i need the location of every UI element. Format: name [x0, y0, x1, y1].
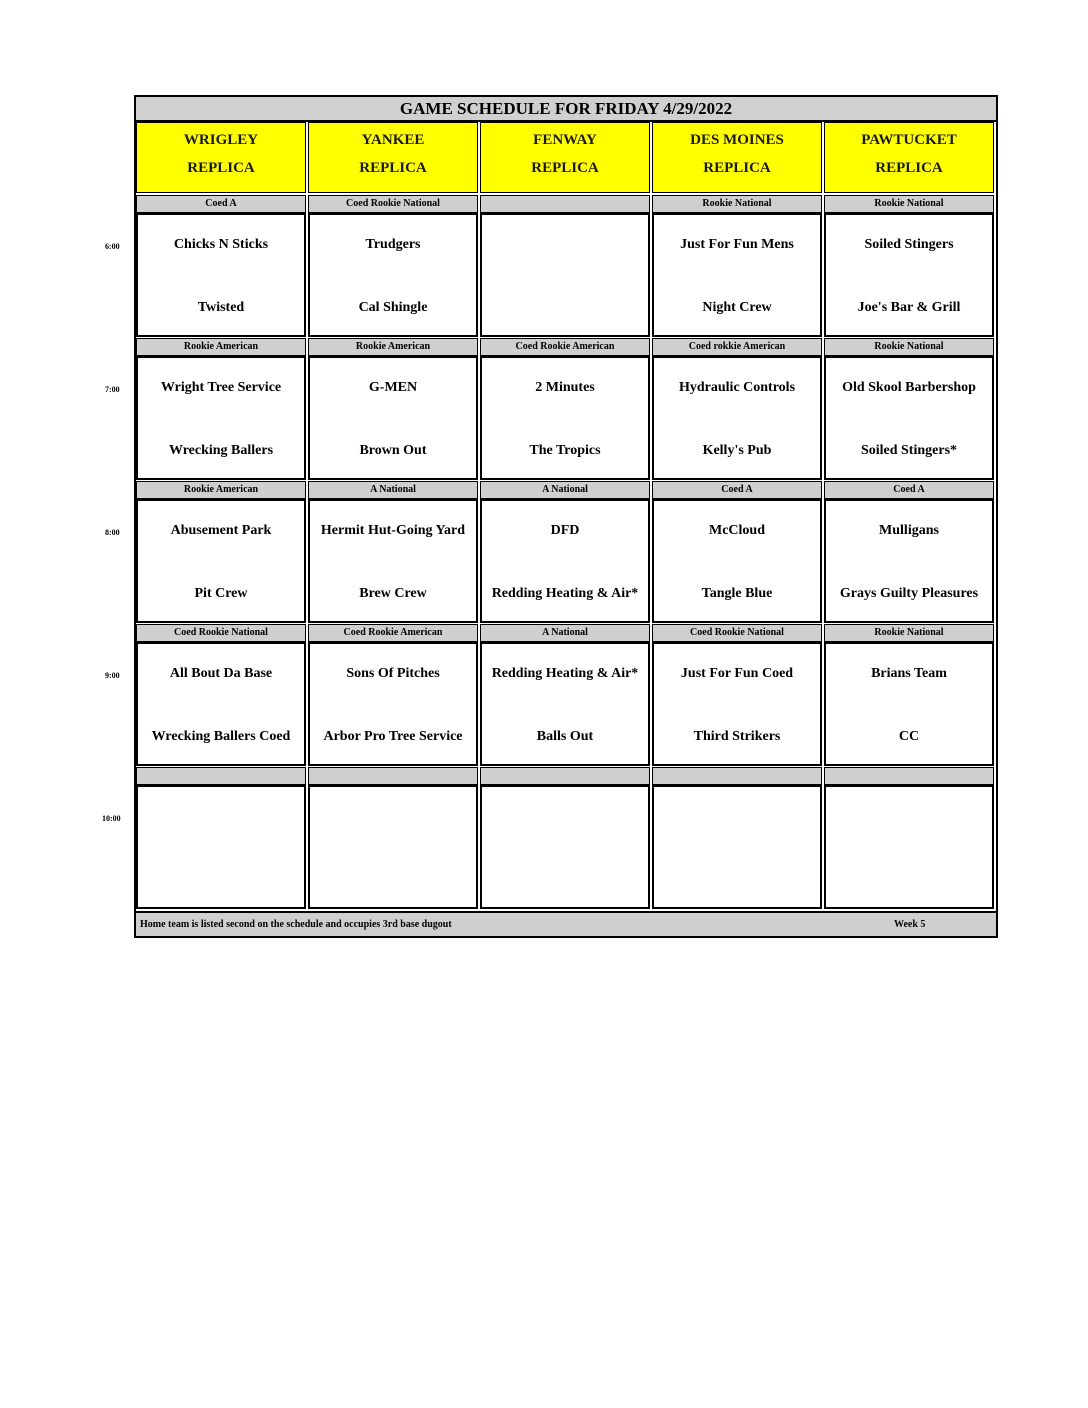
home-team: CC — [898, 729, 920, 744]
field-name: WRIGLEY — [183, 132, 259, 148]
time-label: 9:00 — [105, 671, 120, 680]
field-subtitle: REPLICA — [187, 160, 255, 176]
game-cell — [136, 642, 306, 766]
league-label: Coed Rookie National — [308, 195, 478, 213]
game-cell — [136, 356, 306, 480]
game-cell — [308, 499, 478, 623]
time-label: 10:00 — [102, 814, 121, 823]
league-label: Rookie National — [824, 624, 994, 642]
field-header — [480, 122, 650, 193]
game-cell — [652, 785, 822, 909]
league-label — [480, 195, 650, 213]
away-team: Mulligans — [879, 523, 939, 538]
field-name: DES MOINES — [690, 132, 784, 148]
away-team: Wright Tree Service — [160, 380, 282, 395]
league-label — [308, 767, 478, 785]
league-label: Coed Rookie American — [308, 624, 478, 642]
game-cell — [480, 785, 650, 909]
game-cell — [652, 213, 822, 337]
league-label: Coed Rookie National — [652, 624, 822, 642]
time-label: 8:00 — [105, 528, 120, 537]
game-cell — [308, 356, 478, 480]
league-label: Coed A — [824, 481, 994, 499]
home-team: Night Crew — [702, 300, 772, 315]
game-cell — [824, 785, 994, 909]
away-team: Just For Fun Coed — [680, 666, 794, 681]
away-team: Hydraulic Controls — [678, 380, 796, 395]
home-team: Wrecking Ballers Coed — [151, 729, 291, 744]
league-label — [136, 767, 306, 785]
game-cell — [136, 499, 306, 623]
away-team: Sons Of Pitches — [346, 666, 440, 681]
schedule-table — [134, 95, 998, 938]
home-team: Wrecking Ballers — [168, 443, 274, 458]
league-label: Coed A — [652, 481, 822, 499]
away-team: G-MEN — [368, 380, 418, 395]
game-cell — [824, 213, 994, 337]
away-team: All Bout Da Base — [169, 666, 273, 681]
game-cell — [480, 499, 650, 623]
game-cell — [652, 642, 822, 766]
league-label: Rookie National — [824, 195, 994, 213]
field-name: PAWTUCKET — [861, 132, 957, 148]
away-team: Trudgers — [365, 237, 421, 252]
home-team: Third Strikers — [693, 729, 781, 744]
league-label: A National — [308, 481, 478, 499]
field-header — [824, 122, 994, 193]
league-label: Coed A — [136, 195, 306, 213]
home-team: Pit Crew — [194, 586, 248, 601]
home-team: Brew Crew — [359, 586, 427, 601]
game-cell — [308, 785, 478, 909]
away-team: Chicks N Sticks — [173, 237, 269, 252]
away-team: DFD — [550, 523, 580, 538]
home-team: Kelly's Pub — [702, 443, 772, 458]
away-team: Hermit Hut-Going Yard — [320, 523, 466, 538]
home-team: Soiled Stingers* — [860, 443, 958, 458]
schedule-title: GAME SCHEDULE FOR FRIDAY 4/29/2022 — [136, 97, 996, 122]
league-label — [480, 767, 650, 785]
away-team: Abusement Park — [170, 523, 272, 538]
home-team: Cal Shingle — [358, 300, 428, 315]
league-label: A National — [480, 481, 650, 499]
away-team: McCloud — [709, 523, 765, 538]
game-cell — [652, 499, 822, 623]
home-team: Brown Out — [359, 443, 427, 458]
time-label: 6:00 — [105, 242, 120, 251]
league-label: Coed Rookie American — [480, 338, 650, 356]
game-cell — [824, 356, 994, 480]
league-label: Rookie American — [308, 338, 478, 356]
game-cell — [480, 356, 650, 480]
home-team: Arbor Pro Tree Service — [323, 729, 463, 744]
home-team: Balls Out — [536, 729, 594, 744]
league-label: Rookie National — [652, 195, 822, 213]
home-team: Redding Heating & Air* — [491, 586, 639, 601]
home-team: The Tropics — [529, 443, 601, 458]
game-cell — [136, 213, 306, 337]
home-team: Grays Guilty Pleasures — [839, 586, 979, 601]
field-name: FENWAY — [533, 132, 597, 148]
league-label — [652, 767, 822, 785]
away-team: Redding Heating & Air* — [491, 666, 639, 681]
league-label: Rookie American — [136, 481, 306, 499]
away-team: Brians Team — [871, 666, 947, 681]
field-subtitle: REPLICA — [875, 160, 943, 176]
footer-bar — [136, 911, 996, 936]
field-header — [136, 122, 306, 193]
away-team: 2 Minutes — [535, 380, 595, 395]
field-subtitle: REPLICA — [703, 160, 771, 176]
game-cell — [136, 785, 306, 909]
game-cell — [824, 499, 994, 623]
home-team: Twisted — [197, 300, 245, 315]
league-label: A National — [480, 624, 650, 642]
home-team: Tangle Blue — [701, 586, 773, 601]
game-cell — [824, 642, 994, 766]
field-subtitle: REPLICA — [359, 160, 427, 176]
home-team: Joe's Bar & Grill — [857, 300, 961, 315]
game-cell — [308, 213, 478, 337]
time-label: 7:00 — [105, 385, 120, 394]
league-label: Coed rokkie American — [652, 338, 822, 356]
field-subtitle: REPLICA — [531, 160, 599, 176]
game-cell — [480, 642, 650, 766]
game-cell — [652, 356, 822, 480]
game-cell — [308, 642, 478, 766]
field-header — [652, 122, 822, 193]
field-name: YANKEE — [361, 132, 425, 148]
away-team: Soiled Stingers — [864, 237, 954, 252]
league-label: Coed Rookie National — [136, 624, 306, 642]
game-cell — [480, 213, 650, 337]
week-label: Week 5 — [894, 919, 926, 930]
league-label: Rookie American — [136, 338, 306, 356]
field-header — [308, 122, 478, 193]
away-team: Old Skool Barbershop — [842, 380, 976, 395]
footer-note: Home team is listed second on the schedule and occupies 3rd base dugout — [140, 919, 452, 930]
away-team: Just For Fun Mens — [680, 237, 794, 252]
league-label — [824, 767, 994, 785]
league-label: Rookie National — [824, 338, 994, 356]
